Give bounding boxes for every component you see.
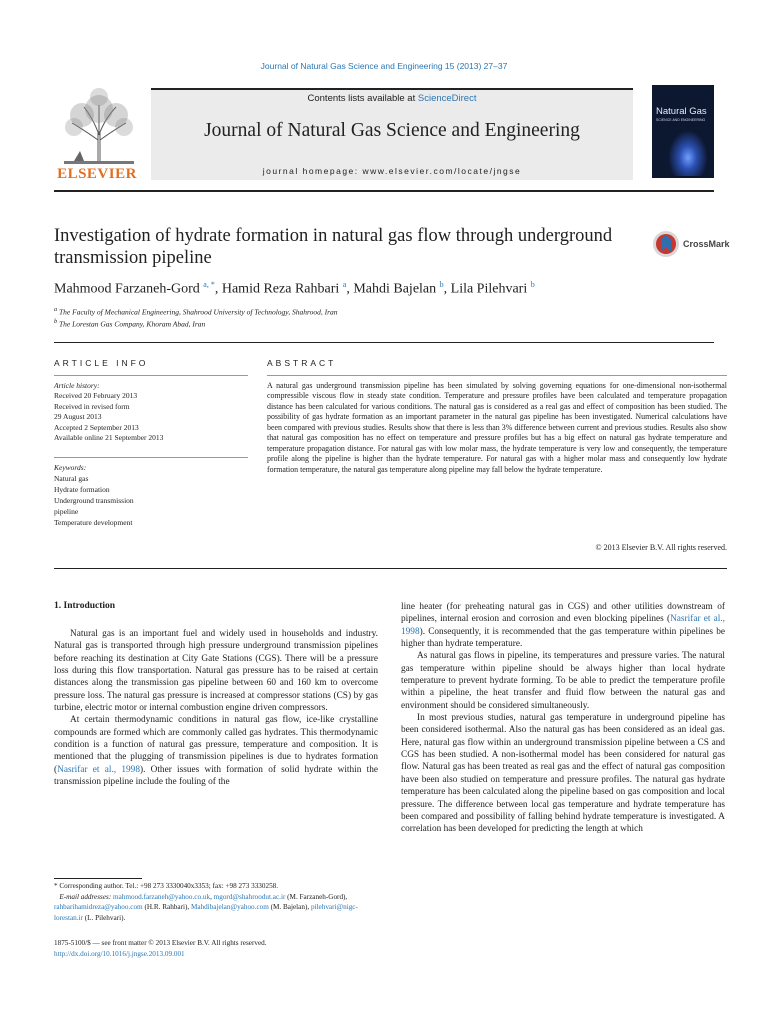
abstract-text: A natural gas underground transmission pipeline has been simulated by solving governing equations for one-dimensional non-isothermal compressible viscous flow in steady state condition. Temperature and pressure profiles have been calculated and temperature propagation distance has been calculated for various conditions. The natural gas is considered as a real gas and effect of composition has been studied. The possibility of gas hydrate formation as an important parameter in the natural gas pipeline has been investigated. Numerical calculations have been compared with previous studies. Results show that there is less than 3% difference between current and previous studies. Results also show that natural gas composition has no effect on temperature and pressure profiles but has a big effect on natural gas hydrate temperature and temperature propagation distance. For natural gas with low molar mass, the hydrate temperature is very low and consequently, the temperature profile along the pipeline is higher than the hydrate temperature. For natural gas with a higher molar mass and consequently low hydrate formation temperature, the natural gas temperature along pipeline may fall below the hydrate temperature.: [267, 381, 727, 474]
history-entry: 29 August 2013: [54, 412, 102, 422]
body-column-right: [401, 601, 725, 836]
email-link[interactable]: mahmood.farzaneh@yahoo.co.uk: [113, 892, 211, 901]
paragraph: [401, 601, 725, 650]
divider: [54, 375, 248, 376]
journal-cover-image: [652, 85, 714, 178]
author-affiliation-marker[interactable]: b: [439, 280, 444, 289]
cover-subtitle: SCIENCE AND ENGINEERING: [656, 118, 706, 122]
email-link[interactable]: mgord@shahroodut.ac.ir: [213, 892, 286, 901]
affiliation-marker: a: [54, 306, 58, 313]
affiliation-text: The Lorestan Gas Company, Khoram Abad, Iran: [59, 319, 206, 329]
paragraph-text: At certain thermodynamic conditions in natural gas flow, ice-like crystalline compounds are formed which are commonly called gas hydrates. This thermodynamic condition is a function of natural gas pressure, temperature and composition. It is mentioned that the plugging of transmission pipelines is due to hydrates formation (: [54, 715, 378, 775]
history-entry: Received in revised form: [54, 401, 130, 411]
corresponding-author-note: * Corresponding author. Tel.: +98 273 3330040x3353; fax: +98 273 3330258.: [54, 882, 279, 890]
paragraph: [54, 714, 378, 788]
footnote: [54, 881, 384, 923]
citation-link[interactable]: Nasrifar et al., 1998: [401, 614, 726, 637]
keywords: [54, 463, 248, 528]
body-column-left: [54, 628, 378, 788]
paragraph: In most previous studies, natural gas temperature in underground pipeline has been considered isothermal. Also the natural gas has been considered as an ideal gas. Here, natural gas flow within an underground transmission pipeline between a CS and CGS has been studied. A non-isothermal model has been considered for natural gas flow. Natural gas has been treated as real gas and the effect of natural gas composition have been also studied on temperature and pressure profiles. The natural gas hydrate temperature has been calculated along the pipeline based on gas composition and local pressure. The difference between local gas temperature and hydrate temperature has been compared and possibility of falling behind hydrate temperature is investigated. A correlation has been developed for predicting the length at which: [401, 713, 725, 835]
email-owner: (M. Bajelan),: [268, 903, 311, 912]
article-info-heading: ARTICLE INFO: [54, 358, 149, 368]
divider: [54, 342, 714, 343]
author-name: Mahdi Bajelan: [353, 281, 437, 297]
author-affiliation-marker[interactable]: a: [342, 280, 347, 289]
author-name: Hamid Reza Rahbari: [221, 281, 340, 297]
history-entry: Accepted 2 September 2013: [54, 422, 139, 432]
doi-link[interactable]: http://dx.doi.org/10.1016/j.jngse.2013.09.001: [54, 950, 185, 958]
email-owner: (M. Farzaneh-Gord),: [285, 892, 348, 901]
affiliation-a: [54, 306, 338, 317]
keyword: Hydrate formation: [54, 484, 110, 494]
email-link[interactable]: pilehvari@nigc-lorestan.ir: [54, 903, 358, 922]
journal-homepage[interactable]: journal homepage: www.elsevier.com/locate/jngse: [262, 166, 522, 176]
divider: [267, 375, 727, 376]
article-history: [54, 381, 248, 443]
keyword: pipeline: [54, 506, 79, 516]
elsevier-wordmark: ELSEVIER: [57, 166, 137, 182]
paper-title: Investigation of hydrate formation in natural gas flow through underground transmission pipeline: [54, 226, 613, 268]
email-link[interactable]: Mahdibajelan@yahoo.com: [190, 903, 269, 912]
author-affiliation-marker[interactable]: b: [530, 280, 535, 289]
history-entry: Available online 21 September 2013: [54, 433, 164, 443]
journal-citation[interactable]: Journal of Natural Gas Science and Engineering 15 (2013) 27–37: [260, 61, 508, 71]
crossmark-icon: [652, 230, 680, 258]
sciencedirect-link[interactable]: ScienceDirect: [417, 93, 477, 104]
author-name: Lila Pilehvari: [450, 281, 528, 297]
issn-block: [54, 938, 384, 960]
paragraph-text: ). Consequently, it is recommended that the gas temperature within pipelines be higher than hydrate temperature.: [401, 626, 725, 650]
paragraph-text: ). Other issues with formation of solid hydrate within the transmission pipeline include the fouling of the: [54, 764, 378, 788]
header-divider: [54, 190, 714, 192]
contents-available-line: [151, 93, 633, 104]
history-label: Article history:: [54, 381, 100, 390]
author-affiliation-marker[interactable]: a, *: [203, 280, 215, 289]
citation-link[interactable]: Nasrifar et al., 1998: [57, 764, 140, 775]
author-list: Mahmood Farzaneh-Gord $^{a, *}$, Hamid Reza Rahbari $^a$, Mahdi Bajelan $^b$, Lila Pilehvari $^b$: [54, 280, 535, 297]
abstract-heading: ABSTRACT: [267, 358, 337, 368]
history-entry: Received 20 February 2013: [54, 391, 138, 401]
paragraph: Natural gas is an important fuel and widely used in households and industry. Natural gas is transported through high pressure underground transmission pipelines before reaching its destination at City Gate Stations (CGS). There will be a pressure loss during this flow transportation. Natural gas pressure has to be raised at certain distances along the transmission gas pipeline between 60 and 160 km to overcome pressure loss. The natural gas pressure is increased at compressor stations (CS) by gas turbine, electric motor or internal combustion engine driven compressors.: [54, 629, 378, 714]
crossmark-label: CrossMark: [683, 239, 730, 249]
email-owner: (H.R. Rahbari),: [142, 903, 191, 912]
crossmark-badge[interactable]: [652, 230, 732, 258]
keywords-label: Keywords:: [54, 463, 87, 472]
journal-name: Journal of Natural Gas Science and Engineering: [204, 120, 580, 141]
email-addresses: E-mail addresses: mahmood.farzaneh@yahoo.co.uk, mgord@shahroodut.ac.ir (M. Farzaneh-Gord), rahbarihamidreza@yahoo.com (H.R. Rahbari), Mahdibajelan@yahoo.com (M. Bajelan), pilehvari@nigc-lorestan.ir (L. Pilehvari).: [54, 892, 358, 922]
keyword: Natural gas: [54, 473, 89, 483]
contents-prefix: Contents lists available at: [307, 93, 418, 104]
section-heading-introduction: 1. Introduction: [54, 601, 116, 611]
paragraph-text: line heater (for preheating natural gas in CGS) and other utilities downstream of pipelines, internal erosion and corrosion and even blocking pipelines (: [401, 602, 725, 625]
affiliation-b: [54, 318, 205, 329]
cover-title: Natural Gas: [656, 106, 707, 117]
paragraph: As natural gas flows in pipeline, its temperatures and pressure varies. The natural gas temperature within pipeline should be always higher than local hydrate temperature to prevent hydrate forming. To be able to predict the temperature profile within a pipeline, the heat transfer and fluid flow between the natural gas and environment should be considered simultaneously.: [401, 651, 725, 711]
abstract-copyright: © 2013 Elsevier B.V. All rights reserved.: [595, 543, 727, 552]
affiliation-marker: b: [54, 318, 58, 325]
footnote-divider: [54, 878, 142, 879]
email-link[interactable]: rahbarihamidreza@yahoo.com: [54, 903, 143, 912]
keyword: Temperature development: [54, 517, 133, 527]
email-owner: (L. Pilehvari).: [82, 913, 126, 922]
email-label: E-mail addresses:: [59, 892, 114, 901]
cover-flame-graphic: [668, 130, 708, 176]
issn-line: 1875-5100/$ — see front matter © 2013 Elsevier B.V. All rights reserved.: [54, 939, 267, 947]
divider: [54, 568, 727, 569]
affiliation-text: The Faculty of Mechanical Engineering, Shahrood University of Technology, Shahrood, Iran: [59, 307, 338, 317]
keyword: Underground transmission: [54, 495, 134, 505]
divider: [54, 457, 248, 458]
author-name: Mahmood Farzaneh-Gord: [54, 281, 200, 297]
